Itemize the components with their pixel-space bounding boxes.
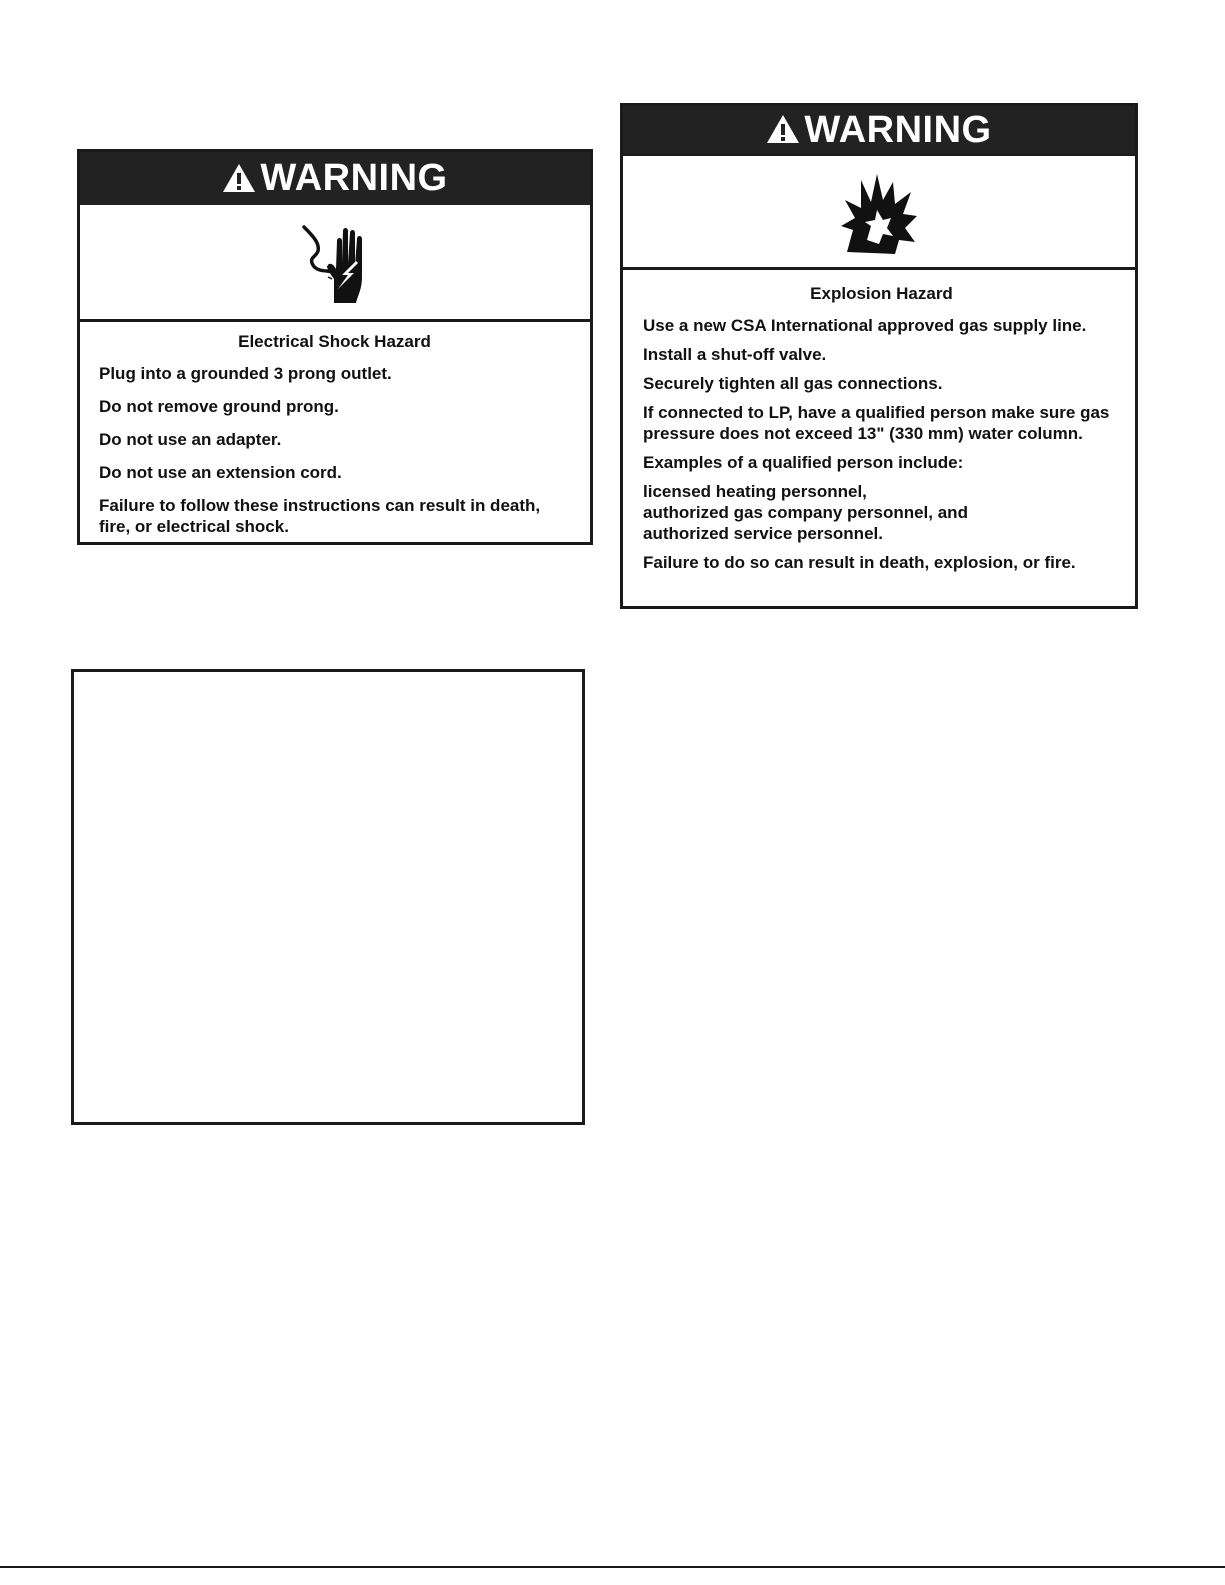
warning-header (623, 106, 1135, 154)
instruction-item: Use a new CSA International approved gas supply line. (643, 316, 1087, 335)
explosion-icon (837, 170, 921, 254)
hazard-title: Explosion Hazard (810, 284, 953, 303)
icon-area (623, 154, 1135, 270)
empty-box (71, 669, 585, 1125)
instruction-item: Securely tighten all gas connections. (643, 374, 943, 393)
warning-header-text: WARNING (260, 157, 448, 199)
icon-area (80, 205, 590, 322)
electrical-shock-warning (77, 149, 593, 545)
qualified-person-item: authorized service personnel. (643, 524, 883, 543)
qualified-person-item: authorized gas company personnel, and (643, 503, 968, 522)
warning-header (80, 152, 590, 205)
instruction-item: Install a shut-off valve. (643, 345, 827, 364)
hazard-title: Electrical Shock Hazard (238, 332, 431, 351)
instruction-item: If connected to LP, have a qualified person make sure gas pressure does not exceed 13" (330 mm) water column. (643, 403, 1110, 443)
electrical-shock-hand-icon (290, 217, 380, 307)
closing-statement: Failure to do so can result in death, explosion, or fire. (643, 553, 1076, 572)
explosion-warning (620, 103, 1138, 609)
qualified-person-item: licensed heating personnel, (643, 482, 867, 501)
warning-body (623, 270, 1135, 573)
warning-body (80, 322, 590, 537)
instruction-item: Do not remove ground prong. (99, 397, 339, 416)
bottom-rule (0, 1566, 1225, 1568)
instruction-item: Plug into a grounded 3 prong outlet. (99, 364, 392, 383)
warning-triangle-icon (222, 163, 256, 193)
instruction-item: Do not use an adapter. (99, 430, 282, 449)
warning-header-text: WARNING (804, 108, 992, 151)
instruction-item: Examples of a qualified person include: (643, 453, 964, 472)
instruction-item: Do not use an extension cord. (99, 463, 342, 482)
instruction-item: Failure to follow these instructions can result in death, fire, or electrical shock. (99, 496, 541, 536)
warning-triangle-icon (766, 114, 800, 144)
